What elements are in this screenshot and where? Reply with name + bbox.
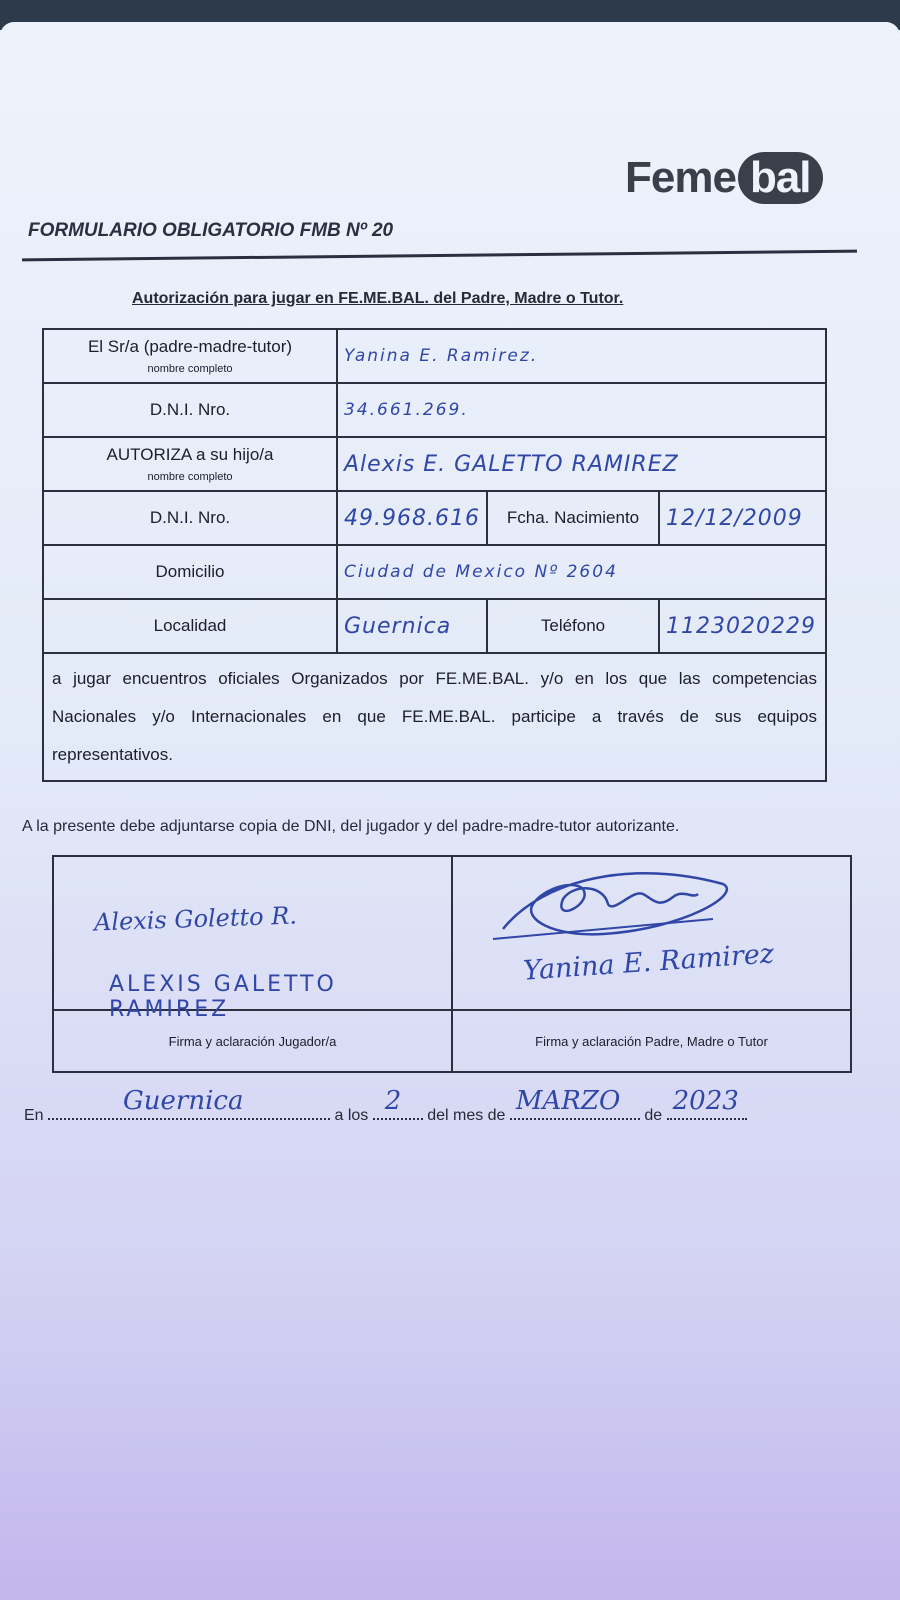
- parent-signature-label: Firma y aclaración Padre, Madre o Tutor: [452, 1010, 851, 1072]
- month-value: MARZO: [515, 1086, 621, 1116]
- player-signature: Alexis Goletto R.: [93, 901, 298, 937]
- child-name-label: AUTORIZA a su hijo/a nombre completo: [43, 437, 337, 491]
- parent-signature-box[interactable]: [452, 856, 851, 1010]
- parent-clarification: Yanina E. Ramirez: [522, 938, 775, 987]
- player-signature-label: Firma y aclaración Jugador/a: [53, 1010, 452, 1072]
- place-value: Guernica: [123, 1086, 244, 1116]
- logo-text: Feme: [625, 153, 736, 202]
- birth-date-field[interactable]: 12/12/2009: [659, 491, 826, 545]
- parent-dni-field[interactable]: 34.661.269.: [337, 383, 826, 437]
- femebal-logo: [625, 150, 823, 206]
- parent-name-field[interactable]: Yanina E. Ramirez.: [337, 329, 826, 383]
- day-value: 2: [384, 1086, 402, 1116]
- place-field[interactable]: [48, 1086, 330, 1120]
- signature-table: [52, 855, 852, 1073]
- parent-name-sublabel: nombre completo: [147, 363, 233, 375]
- phone-label: Teléfono: [487, 599, 659, 653]
- child-name-sublabel: nombre completo: [147, 471, 233, 483]
- child-dni-field[interactable]: 49.968.616: [337, 491, 487, 545]
- phone-field[interactable]: 1123020229: [659, 599, 826, 653]
- address-label: Domicilio: [43, 545, 337, 599]
- child-dni-label: D.N.I. Nro.: [43, 491, 337, 545]
- month-field[interactable]: [510, 1086, 640, 1120]
- attachment-note: A la presente debe adjuntarse copia de DNI, del jugador y del padre-madre-tutor autorizante.: [22, 818, 680, 835]
- player-signature-box[interactable]: [53, 856, 452, 1022]
- authorization-paragraph: a jugar encuentros oficiales Organizados por FE.ME.BAL. y/o en los que las competencias Nacionales y/o Internacionales en que FE.ME.BAL. participe a través de sus equipos representativos.: [43, 653, 826, 781]
- en-label: En: [24, 1107, 44, 1124]
- form-subtitle: Autorización para jugar en FE.ME.BAL. del Padre, Madre o Tutor.: [132, 290, 624, 307]
- player-clarification: ALEXIS GALETTO RAMIREZ: [109, 972, 337, 1022]
- a-los-label: a los: [334, 1107, 369, 1124]
- authorization-table: [42, 328, 827, 782]
- year-field[interactable]: [667, 1086, 747, 1120]
- date-place-line: [24, 1086, 747, 1125]
- city-field[interactable]: Guernica: [337, 599, 487, 653]
- parent-dni-label: D.N.I. Nro.: [43, 383, 337, 437]
- city-label: Localidad: [43, 599, 337, 653]
- de-label: de: [644, 1107, 663, 1124]
- address-field[interactable]: Ciudad de Mexico Nº 2604: [337, 545, 826, 599]
- child-name-field[interactable]: Alexis E. GALETTO RAMIREZ: [337, 437, 826, 491]
- year-value: 2023: [672, 1086, 739, 1116]
- birth-date-label: Fcha. Nacimiento: [487, 491, 659, 545]
- parent-name-label: El Sr/a (padre-madre-tutor) nombre completo: [43, 329, 337, 383]
- day-field[interactable]: [373, 1086, 423, 1120]
- month-label: del mes de: [427, 1107, 506, 1124]
- form-title: FORMULARIO OBLIGATORIO FMB Nº 20: [28, 220, 394, 241]
- signature-scribble-icon: [483, 859, 743, 949]
- logo-pill: bal: [738, 152, 823, 204]
